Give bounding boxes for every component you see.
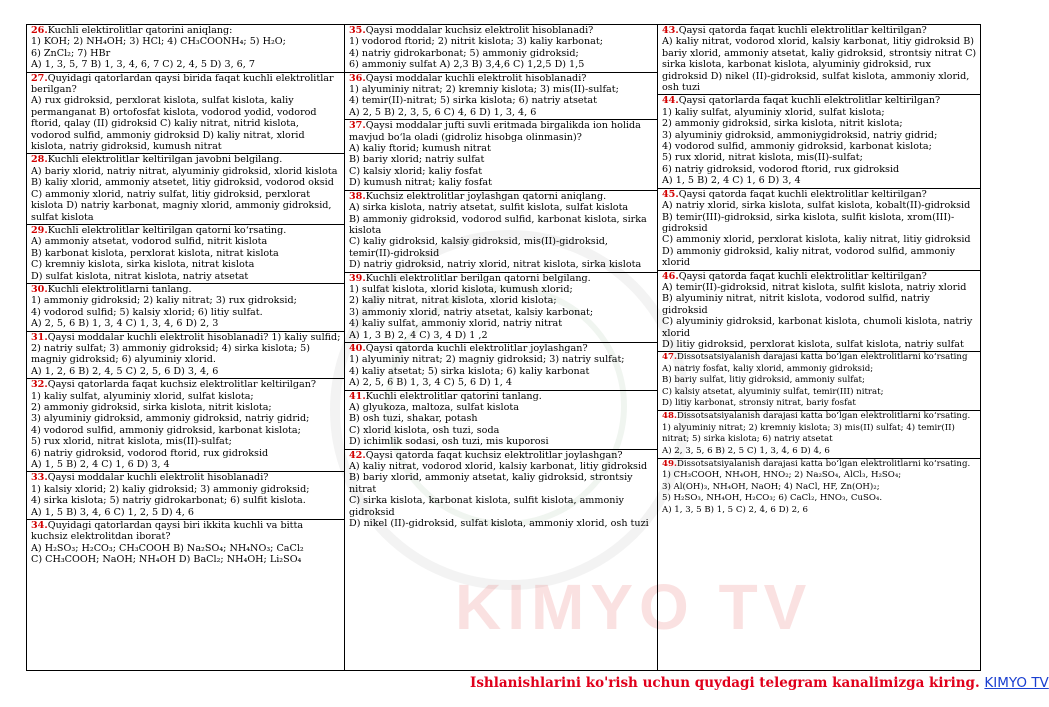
question-stem: Dissotsatsiyalanish darajasi katta bo‘lgan elektrolitlarni ko‘rsating. 1) alyuminiy nitrat; 2) kremniy kislota; 3) mis(II) sulfat; 4) temir(II) nitrat; 5) sirka kislota; 6) natriy atsetat — [662, 411, 971, 445]
question-stem: Dissotsatsiyalanish darajasi katta bo‘lgan elektrolitlarni ko‘rsating A) natriy fosfat, kaliy xlorid, ammoniy gidroksid; — [662, 352, 968, 374]
question-stem: Kuchli elektrolitlar qatorini tanlang. — [365, 390, 542, 402]
question-line: A) ammoniy atsetat, vodorod sulfid, nitrit kislota — [31, 236, 268, 248]
question-text — [662, 459, 977, 470]
question-line: A) temir(II)-gidroksid, nitrat kislota, sulfit kislota, natriy xlorid B) alyuminiy nitrat, nitrit kislota, vodorod sulfid, natriy gidroksid — [662, 281, 967, 316]
question-block — [27, 154, 344, 224]
question-line: 4) natriy gidrokarbonat; 5) ammoniy gidroksid; — [349, 47, 579, 59]
question-text — [31, 154, 341, 165]
question-text — [662, 95, 977, 106]
question-line: B) temir(III)-gidroksid, sirka kislota, sulfit kislota, xrom(III)-gidroksid — [662, 211, 955, 234]
question-stem: Qaysi qatorda kuchli elektrolitlar joylashgan? — [365, 342, 588, 354]
question-line: A) 1, 5 B) 3, 4, 6 C) 1, 2, 5 D) 4, 6 — [31, 506, 194, 518]
question-number: 27. — [31, 72, 48, 84]
question-line: 1) ammoniy gidroksid; 2) kaliy nitrat; 3) rux gidroksid; — [31, 295, 297, 307]
question-line: A) 1, 3, 5 B) 1, 5 C) 2, 4, 6 D) 2, 6 — [662, 504, 808, 515]
question-line: 3) ammoniy xlorid, natriy atsetat, kalsiy karbonat; — [349, 306, 594, 318]
question-block — [27, 225, 344, 284]
question-text — [31, 332, 341, 366]
question-block — [345, 191, 657, 273]
question-line: C) alyuminiy gidroksid, karbonat kislota, chumoli kislota, natriy xlorid — [662, 316, 973, 339]
footer-notice — [470, 675, 1049, 691]
question-line: C) xlorid kislota, osh tuzi, soda — [349, 424, 500, 436]
question-text — [662, 189, 977, 200]
question-grid — [26, 24, 981, 671]
question-block — [658, 271, 980, 353]
question-line: B) ammoniy gidroksid, vodorod sulfid, karbonat kislota, sirka kislota — [349, 213, 647, 236]
question-number: 42. — [349, 449, 366, 461]
question-block — [345, 25, 657, 73]
question-text — [349, 191, 654, 202]
question-block — [658, 459, 980, 517]
question-stem: Dissotsatsiyalanish darajasi katta bo‘lgan elektrolitlarni ko‘rsating. — [676, 459, 971, 470]
question-block — [658, 95, 980, 188]
question-block — [658, 411, 980, 459]
question-text — [349, 450, 654, 461]
question-line: A) 2, 3, 5, 6 B) 2, 5 C) 1, 3, 4, 6 D) 4, 6 — [662, 445, 830, 456]
question-line: A) 1, 2, 6 B) 2, 4, 5 C) 2, 5, 6 D) 3, 4, 6 — [31, 365, 219, 377]
question-line: D) kumush nitrat; kaliy fosfat — [349, 177, 492, 189]
question-line: D) ammoniy gidroksid, kaliy nitrat, vodorod sulfid, ammoniy xlorid — [662, 245, 955, 269]
question-stem: Qaysi moddalar kuchli elektrolit hisoblanadi? — [47, 472, 269, 484]
question-block — [27, 379, 344, 472]
question-line: A) 2, 5 B) 2, 3, 5, 6 C) 4, 6 D) 1, 3, 4, 6 — [349, 106, 537, 118]
question-line: 1) CH₃COOH, NH₄OH, HNO₂; 2) Na₂SO₄, AlCl₃, H₂SO₄; — [662, 470, 902, 481]
question-number: 33. — [31, 472, 48, 484]
question-block — [345, 450, 657, 531]
question-line: 6) ZnCl₂; 7) HBr — [31, 47, 111, 59]
question-number: 44. — [662, 95, 679, 107]
question-stem: Qaysi moddalar jufti suvli eritmada birgalikda ion holida mavjud bo‘la oladi (gidroliz hisobga olinmasin)? — [349, 120, 641, 143]
question-number: 28. — [31, 154, 48, 166]
question-line: 1) vodorod ftorid; 2) nitrit kislota; 3) kaliy karbonat; — [349, 36, 603, 48]
question-stem: Kuchli elektrolitlar berilgan qatorni belgilang. — [365, 272, 591, 284]
question-line: C) CH₃COOH; NaOH; NH₄OH D) BaCl₂; NH₄OH; Li₂SO₄ — [31, 554, 302, 566]
question-line: A) H₂SO₃; H₂CO₃; CH₃COOH B) Na₂SO₄; NH₄NO₃; CaCl₂ — [31, 542, 304, 554]
question-line: 2) kaliy nitrat, nitrat kislota, xlorid kislota; — [349, 295, 557, 307]
question-block — [345, 343, 657, 391]
question-number: 40. — [349, 342, 366, 354]
question-stem: Qaysi moddalar kuchli elektrolit hisoblanadi? 1) kaliy sulfid; 2) natriy sulfat; 3) ammoniy gidroksid; 4) sirka kislota; 5) magniy gidroksid; 6) alyuminiy xlorid. — [31, 331, 341, 366]
question-line: B) osh tuzi, shakar, potash — [349, 413, 478, 425]
question-line: 1) kaliy sulfat, alyuminiy xlorid, sulfat kislota; — [31, 390, 254, 402]
question-text — [349, 273, 654, 284]
question-text — [31, 25, 341, 36]
question-number: 38. — [349, 190, 366, 202]
question-number: 39. — [349, 272, 366, 284]
question-block — [658, 25, 980, 95]
question-block — [658, 189, 980, 271]
question-number: 46. — [662, 270, 679, 282]
question-text — [349, 25, 654, 36]
question-block — [27, 520, 344, 567]
question-number: 35. — [349, 25, 366, 36]
question-block — [27, 284, 344, 332]
question-stem: Qaysi moddalar kuchsiz elektrolit hisoblanadi? — [365, 25, 594, 36]
question-line: 4) kaliy sulfat, ammoniy xlorid, natriy nitrat — [349, 318, 563, 330]
footer-text: Ishlanishlarini ko'rish uchun quydagi telegram kanalimizga kiring. — [470, 675, 980, 691]
question-text — [31, 520, 341, 543]
watermark-text: KIMYO TV — [455, 571, 813, 643]
question-stem: Quyidagi qatorlardan qaysi birida faqat kuchli elektrolitlar berilgan? — [31, 72, 334, 96]
question-line: C) kremniy kislota, sirka kislota, nitrat kislota — [31, 259, 255, 271]
question-block — [345, 273, 657, 343]
question-stem: Qaysi qatorda faqat kuchli elektrolitlar keltirilgan? — [678, 188, 927, 200]
question-line: A) 1, 3, 5, 7 B) 1, 3, 4, 6, 7 C) 2, 4, 5 D) 3, 6, 7 — [31, 59, 255, 71]
question-line: D) sulfat kislota, nitrat kislota, natriy atsetat — [31, 270, 249, 282]
question-number: 32. — [31, 379, 48, 391]
question-stem: Qaysi qatorda faqat kuchli elektrolitlar keltirilgan? — [678, 270, 927, 282]
question-line: 1) sulfat kislota, xlorid kislota, kumush xlorid; — [349, 283, 573, 295]
question-line: D) natriy gidroksid, natriy xlorid, nitrat kislota, sirka kislota — [349, 259, 642, 271]
question-number: 34. — [31, 520, 48, 532]
question-line: 5) rux xlorid, nitrat kislota, mis(II)-sulfat; — [31, 436, 232, 448]
question-line: 4) sirka kislota; 5) natriy gidrokarbonat; 6) sulfit kislota. — [31, 495, 306, 507]
question-line: B) bariy sulfat, litiy gidroksid, ammoniy sulfat; — [662, 375, 865, 386]
question-text — [349, 120, 654, 143]
column-2 — [345, 25, 658, 670]
question-stem: Kuchsiz elektrolitlar joylashgan qatorni aniqlang. — [365, 190, 607, 202]
question-number: 43. — [662, 25, 679, 36]
question-stem: Qaysi moddalar kuchli elektrolit hisoblanadi? — [365, 72, 587, 84]
question-line: C) kalsiy xlorid; kaliy fosfat — [349, 165, 483, 177]
question-number: 37. — [349, 120, 366, 132]
question-line: D) ichimlik sodasi, osh tuzi, mis kuporosi — [349, 436, 549, 448]
question-line: 1) kaliy sulfat, alyuminiy xlorid, sulfat kislota; — [662, 106, 885, 118]
question-text — [31, 472, 341, 483]
question-text — [349, 391, 654, 402]
question-line: A) kaliy ftorid; kumush nitrat — [349, 143, 491, 155]
question-number: 48. — [662, 411, 677, 422]
question-line: A) kaliy nitrat, vodorod xlorid, kalsiy karbonat, litiy gidroksid B) bariy xlorid, ammoniy atsetat, kaliy gidroksid, strontsiy nitrat C) sirka kislota, karbonat kislota, alyuminiy gidroksid, rux gidroksid D) nikel (II)-gidroksid, sulfat kislota, ammoniy xlorid, osh tuzi — [662, 36, 977, 94]
question-line: A) bariy xlorid, natriy nitrat, alyuminiy gidroksid, xlorid kislota B) kaliy xlorid, ammoniy atsetet, litiy gidroksid, vodorod oksid C) ammoniy xlorid, natriy sulfat, litiy gidroksid, perxlorat kislota D) natriy karbonat, magniy xlorid, ammoniy gidroksid, sulfat kislota — [31, 165, 338, 223]
question-line: C) kalsiy atsetat, alyuminiy sulfat, temir(III) nitrat; — [662, 386, 884, 397]
question-line: C) sirka kislota, karbonat kislota, sulfit kislota, ammoniy gidroksid — [349, 495, 624, 518]
question-line: C) kaliy gidroksid, kalsiy gidroksid, mis(II)-gidroksid, temir(II)-gidroksid — [349, 236, 608, 259]
question-text — [349, 73, 654, 84]
question-line: 4) vodorod sulfid; 5) kalsiy xlorid; 6) litiy sulfat. — [31, 306, 263, 318]
question-number: 30. — [31, 283, 48, 295]
question-block — [658, 352, 980, 411]
question-stem: Kuchli elektirolitlar qatorini aniqlang: — [47, 25, 233, 36]
question-line: A) 1, 5 B) 2, 4 C) 1, 6 D) 3, 4 — [662, 175, 801, 187]
question-line: 1) KOH; 2) NH₄OH; 3) HCl; 4) CH₃COONH₄; 5) H₂O; — [31, 36, 286, 48]
question-block — [345, 73, 657, 121]
question-text — [662, 271, 977, 282]
question-line: 5) H₂SO₃, NH₄OH, H₂CO₃; 6) CaCl₂, HNO₃, CuSO₄. — [662, 493, 883, 504]
question-text — [662, 352, 977, 375]
question-line: 6) natriy gidroksid, vodorod ftorid, rux gidroksid — [31, 447, 269, 459]
question-number: 49. — [662, 459, 677, 470]
question-line: A) natriy xlorid, sirka kislota, sulfat kislota, kobalt(II)-gidroksid — [662, 200, 971, 212]
question-line: 5) rux xlorid, nitrat kislota, mis(II)-sulfat; — [662, 152, 863, 164]
question-text — [31, 225, 341, 236]
question-text — [31, 379, 341, 390]
question-line: D) litiy gidroksid, perxlorat kislota, sulfat kislota, natriy sulfat — [662, 338, 964, 350]
question-stem: Kuchli elektrolitlar keltirilgan qatorni ko‘rsating. — [47, 224, 287, 236]
question-line: 6) ammoniy sulfat A) 2,3 B) 3,4,6 C) 1,2,5 D) 1,5 — [349, 59, 585, 71]
question-line: A) 2, 5, 6 B) 1, 3, 4 C) 1, 3, 4, 6 D) 2, 3 — [31, 318, 219, 330]
question-block — [27, 332, 344, 380]
question-number: 36. — [349, 72, 366, 84]
question-block — [345, 391, 657, 450]
question-stem: Kuchli elektrolitlarni tanlang. — [47, 283, 192, 295]
question-stem: Kuchli elektrolitlar keltirilgan javobni belgilang. — [47, 154, 283, 166]
question-block — [345, 120, 657, 190]
column-3 — [658, 25, 980, 670]
question-line: 4) kaliy atsetat; 5) sirka kislota; 6) kaliy karbonat — [349, 365, 590, 377]
question-number: 29. — [31, 224, 48, 236]
question-line: B) bariy xlorid; natriy sulfat — [349, 154, 485, 166]
question-line: 1) alyuminiy nitrat; 2) kremniy kislota; 3) mis(II)-sulfat; — [349, 84, 619, 96]
telegram-channel-link[interactable]: KIMYO TV — [984, 675, 1049, 691]
question-stem: Qaysi qatorda faqat kuchsiz elektrolitlar joylashgan? — [365, 449, 623, 461]
question-block — [27, 25, 344, 73]
question-line: 6) natriy gidroksid, vodorod ftorid, rux gidroksid — [662, 163, 900, 175]
question-text — [31, 73, 341, 96]
question-block — [27, 472, 344, 520]
question-stem: Qaysi qatorda faqat kuchli elektrolitlar keltirilgan? — [678, 25, 927, 36]
question-line: 1) alyuminiy nitrat; 2) magniy gidroksid; 3) natriy sulfat; — [349, 354, 625, 366]
question-line: B) karbonat kislota, perxlorat kislota, nitrat kislota — [31, 247, 279, 259]
question-stem: Quyidagi qatorlardan qaysi biri ikkita kuchli va bitta kuchsiz elektrolitdan iborat? — [31, 520, 304, 543]
question-line: D) nikel (II)-gidroksid, sulfat kislota, ammoniy xlorid, osh tuzi — [349, 518, 649, 530]
question-line: 4) vodorod sulfid, ammoniy gidroksid, karbonat kislota; — [662, 141, 932, 153]
question-text — [662, 411, 977, 445]
question-number: 26. — [31, 25, 48, 36]
question-line: 4) vodorod sulfid, ammoniy gidroksid, karbonat kislota; — [31, 424, 301, 436]
question-line: A) 1, 3 B) 2, 4 C) 3, 4 D) 1 ,2 — [349, 329, 488, 341]
question-line: 3) Al(OH)₃, NH₄OH, NaOH; 4) NaCl, HF, Zn(OH)₂; — [662, 481, 880, 492]
question-line: A) rux gidroksid, perxlorat kislota, sulfat kislota, kaliy permanganat B) ortofosfat kislota, vodorod yodid, vodorod ftorid, qalay (II) gidroksid C) kaliy nitrat, nitrid kislota, vodorod sulfid, ammoniy gidroksid D) kaliy nitrat, xlorid kislota, natriy gidroksid, kumush nitrat — [31, 95, 317, 153]
question-block — [27, 73, 344, 155]
question-line: A) glyukoza, maltoza, sulfat kislota — [349, 402, 519, 413]
question-line: B) bariy xlorid, ammoniy atsetat, kaliy gidroksid, strontsiy nitrat — [349, 472, 633, 495]
question-text — [31, 284, 341, 295]
question-number: 41. — [349, 390, 366, 402]
question-number: 45. — [662, 188, 679, 200]
question-line: 3) alyuminiy gidroksid, ammoniygidroksid, natriy gidrid; — [662, 129, 938, 141]
question-stem: Qaysi qatorlarda faqat kuchsiz elektrolitlar keltirilgan? — [47, 379, 317, 391]
question-line: A) 1, 5 B) 2, 4 C) 1, 6 D) 3, 4 — [31, 459, 170, 471]
question-line: 4) temir(II)-nitrat; 5) sirka kislota; 6) natriy atsetat — [349, 95, 597, 107]
question-line: 3) alyuminiy gidroksid, ammoniy gidroksid, natriy gidrid; — [31, 413, 310, 425]
question-text — [349, 343, 654, 354]
question-stem: Qaysi qatorlarda faqat kuchli elektrolitlar keltirilgan? — [678, 95, 941, 107]
question-number: 47. — [662, 352, 677, 363]
question-line: D) litiy karbonat, stronsiy nitrat, bariy fosfat — [662, 398, 856, 408]
question-line: 1) kalsiy xlorid; 2) kaliy gidroksid; 3) ammoniy gidroksid; — [31, 483, 310, 495]
question-line: C) ammoniy xlorid, perxlorat kislota, kaliy nitrat, litiy gidroksid — [662, 234, 971, 246]
question-number: 31. — [31, 331, 48, 343]
question-line: A) sirka kislota, natriy atsetat, sulfit kislota, sulfat kislota — [349, 202, 629, 214]
column-1 — [27, 25, 345, 670]
question-line: A) 2, 5, 6 B) 1, 3, 4 C) 5, 6 D) 1, 4 — [349, 377, 512, 389]
question-line: 2) ammoniy gidroksid, sirka kislota, nitrit kislota; — [31, 402, 272, 413]
question-text — [662, 25, 977, 36]
question-line: A) kaliy nitrat, vodorod xlorid, kalsiy karbonat, litiy gidroksid — [349, 461, 648, 473]
question-line: 2) ammoniy gidroksid, sirka kislota, nitrit kislota; — [662, 118, 903, 130]
